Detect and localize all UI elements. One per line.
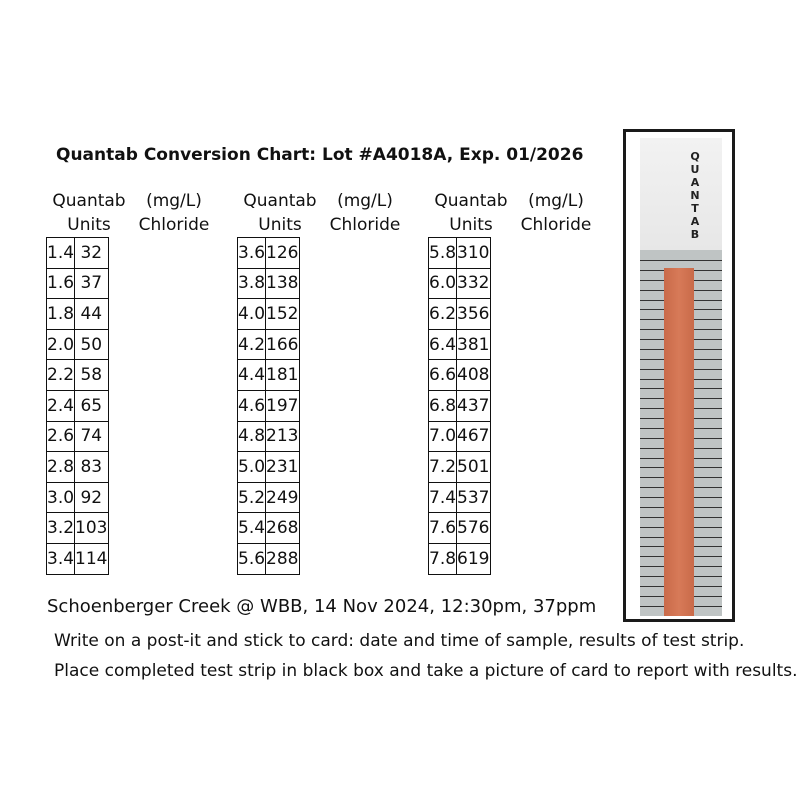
chloride-cell: 356 [457, 299, 490, 330]
table-row [47, 390, 109, 421]
quantab-units-cell: 4.4 [238, 360, 266, 391]
quantab-units-cell: 6.4 [429, 329, 457, 360]
quantab-units-cell: 4.0 [238, 299, 266, 330]
units-header-bottom: Units [67, 215, 111, 235]
quantab-units-cell: 1.8 [47, 299, 75, 330]
table-row [238, 268, 300, 299]
units-header-bottom: Units [258, 215, 302, 235]
table-row [238, 543, 300, 574]
table-row [429, 513, 491, 544]
quantab-units-cell: 5.4 [238, 513, 266, 544]
quantab-units-cell: 6.0 [429, 268, 457, 299]
quantab-units-cell: 4.2 [238, 329, 266, 360]
units-header-top: Quantab [52, 191, 126, 211]
quantab-units-cell: 3.6 [238, 238, 266, 269]
chloride-cell: 32 [75, 238, 108, 269]
chloride-cell: 74 [75, 421, 108, 452]
chloride-cell: 619 [457, 543, 490, 574]
table-row [429, 238, 491, 269]
table-row [47, 513, 109, 544]
chloride-cell: 197 [266, 390, 299, 421]
table-row [47, 329, 109, 360]
chloride-cell: 408 [457, 360, 490, 391]
chloride-cell: 332 [457, 268, 490, 299]
table-row [47, 482, 109, 513]
chloride-header-bottom: Chloride [138, 215, 210, 235]
units-header-top: Quantab [434, 191, 508, 211]
table-row [47, 299, 109, 330]
sample-note: Schoenberger Creek @ WBB, 14 Nov 2024, 12:30pm, 37ppm [47, 596, 597, 617]
quantab-units-cell: 5.2 [238, 482, 266, 513]
quantab-units-cell: 7.2 [429, 452, 457, 483]
table-row [238, 238, 300, 269]
chloride-cell: 103 [75, 513, 108, 544]
table-row [47, 452, 109, 483]
quantab-units-cell: 2.8 [47, 452, 75, 483]
quantab-units-cell: 3.4 [47, 543, 75, 574]
chloride-cell: 92 [75, 482, 108, 513]
chloride-cell: 126 [266, 238, 299, 269]
chloride-header-top: (mg/L) [337, 191, 393, 211]
table-row [429, 268, 491, 299]
table-row [238, 421, 300, 452]
quantab-units-cell: 1.4 [47, 238, 75, 269]
table-row [429, 299, 491, 330]
units-header-bottom: Units [449, 215, 493, 235]
chloride-header-bottom: Chloride [329, 215, 401, 235]
quantab-units-cell: 5.0 [238, 452, 266, 483]
chloride-cell: 249 [266, 482, 299, 513]
chloride-header-top: (mg/L) [528, 191, 584, 211]
instruction-line-2: Place completed test strip in black box and take a picture of card to report with results. [54, 661, 798, 681]
chloride-cell: 44 [75, 299, 108, 330]
table-row [238, 329, 300, 360]
chloride-cell: 268 [266, 513, 299, 544]
table-row [429, 360, 491, 391]
quantab-units-cell: 2.6 [47, 421, 75, 452]
quantab-units-cell: 4.8 [238, 421, 266, 452]
chloride-cell: 37 [75, 268, 108, 299]
table-row [238, 482, 300, 513]
table-row [47, 268, 109, 299]
table-row [429, 390, 491, 421]
quantab-units-cell: 3.0 [47, 482, 75, 513]
quantab-units-cell: 2.4 [47, 390, 75, 421]
conversion-grid [237, 237, 300, 575]
chloride-cell: 114 [75, 543, 108, 574]
table-row [238, 390, 300, 421]
table-row [238, 360, 300, 391]
chloride-cell: 537 [457, 482, 490, 513]
quantab-units-cell: 7.8 [429, 543, 457, 574]
quantab-units-cell: 7.6 [429, 513, 457, 544]
chloride-cell: 576 [457, 513, 490, 544]
quantab-units-cell: 7.0 [429, 421, 457, 452]
chloride-cell: 467 [457, 421, 490, 452]
quantab-units-cell: 2.0 [47, 329, 75, 360]
chloride-cell: 288 [266, 543, 299, 574]
chloride-cell: 381 [457, 329, 490, 360]
table-row [238, 299, 300, 330]
conversion-grid [46, 237, 109, 575]
chloride-header-top: (mg/L) [146, 191, 202, 211]
chloride-cell: 152 [266, 299, 299, 330]
scale-tick [640, 260, 722, 261]
quantab-units-cell: 2.2 [47, 360, 75, 391]
table-row [47, 238, 109, 269]
chloride-cell: 166 [266, 329, 299, 360]
table-row [429, 543, 491, 574]
chloride-cell: 50 [75, 329, 108, 360]
chloride-cell: 310 [457, 238, 490, 269]
quantab-units-cell: 4.6 [238, 390, 266, 421]
units-header-top: Quantab [243, 191, 317, 211]
quantab-units-cell: 5.8 [429, 238, 457, 269]
quantab-units-cell: 1.6 [47, 268, 75, 299]
quantab-units-cell: 6.8 [429, 390, 457, 421]
chloride-cell: 83 [75, 452, 108, 483]
table-row [429, 421, 491, 452]
table-row [238, 452, 300, 483]
strip-cap [640, 138, 722, 252]
quantab-units-cell: 7.4 [429, 482, 457, 513]
conversion-grid [428, 237, 491, 575]
quantab-units-cell: 3.8 [238, 268, 266, 299]
chloride-cell: 437 [457, 390, 490, 421]
chart-title: Quantab Conversion Chart: Lot #A4018A, Exp. 01/2026 [56, 145, 584, 165]
table-row [429, 482, 491, 513]
quantab-units-cell: 5.6 [238, 543, 266, 574]
chloride-cell: 231 [266, 452, 299, 483]
table-row [47, 360, 109, 391]
strip-color-column [664, 268, 694, 616]
chloride-cell: 213 [266, 421, 299, 452]
chloride-cell: 58 [75, 360, 108, 391]
instruction-line-1: Write on a post-it and stick to card: date and time of sample, results of test strip. [54, 631, 745, 651]
strip-brand-label: QUANTAB [690, 150, 700, 241]
chloride-cell: 181 [266, 360, 299, 391]
chloride-cell: 65 [75, 390, 108, 421]
table-row [429, 329, 491, 360]
table-row [238, 513, 300, 544]
quantab-units-cell: 6.2 [429, 299, 457, 330]
chloride-header-bottom: Chloride [520, 215, 592, 235]
table-row [47, 543, 109, 574]
quantab-units-cell: 6.6 [429, 360, 457, 391]
table-row [47, 421, 109, 452]
chloride-cell: 501 [457, 452, 490, 483]
test-strip-box [623, 129, 735, 622]
table-row [429, 452, 491, 483]
chloride-cell: 138 [266, 268, 299, 299]
quantab-test-strip [640, 138, 722, 616]
quantab-units-cell: 3.2 [47, 513, 75, 544]
